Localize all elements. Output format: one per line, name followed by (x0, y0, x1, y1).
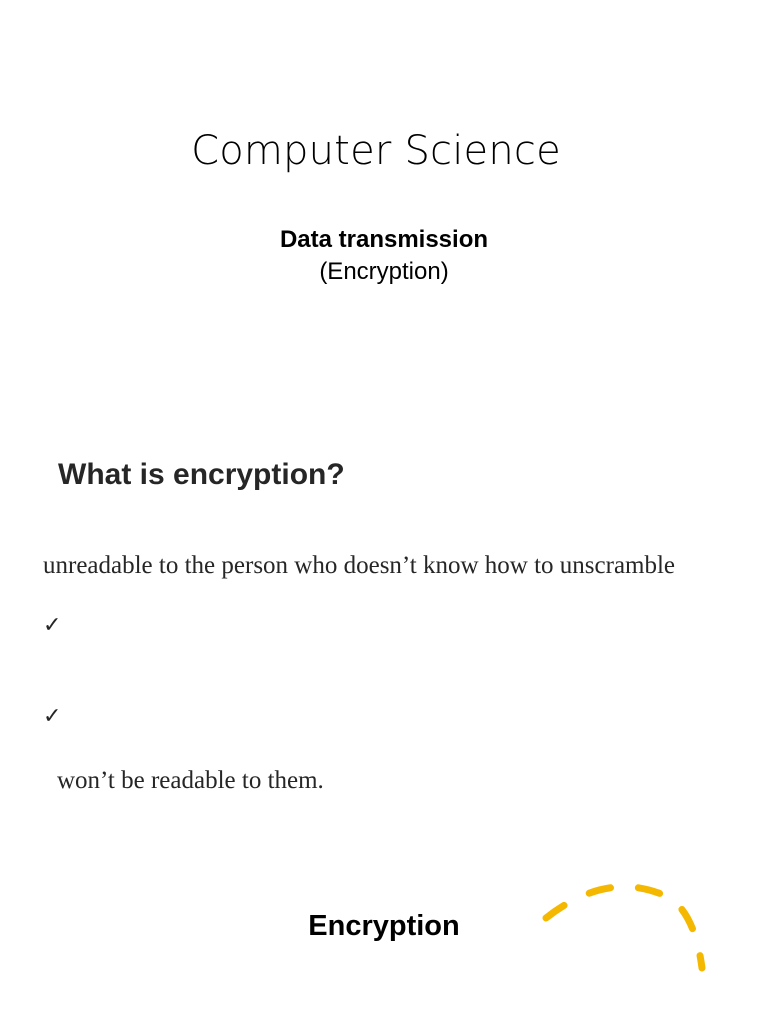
body-line-unreadable: unreadable to the person who doesn’t know how to unscramble (43, 552, 676, 579)
footer-title: Encryption (308, 910, 460, 942)
dashed-arc-icon (530, 870, 730, 980)
page-title: Computer Science (191, 128, 561, 174)
body-line-readable: won’t be readable to them. (57, 767, 324, 794)
check-icon: ✓ (43, 613, 62, 638)
section-heading: What is encryption? (58, 458, 345, 491)
check-icon: ✓ (43, 704, 62, 729)
subtitle-parenthetical: (Encryption) (319, 258, 449, 285)
subtitle: Data transmission (279, 226, 489, 253)
